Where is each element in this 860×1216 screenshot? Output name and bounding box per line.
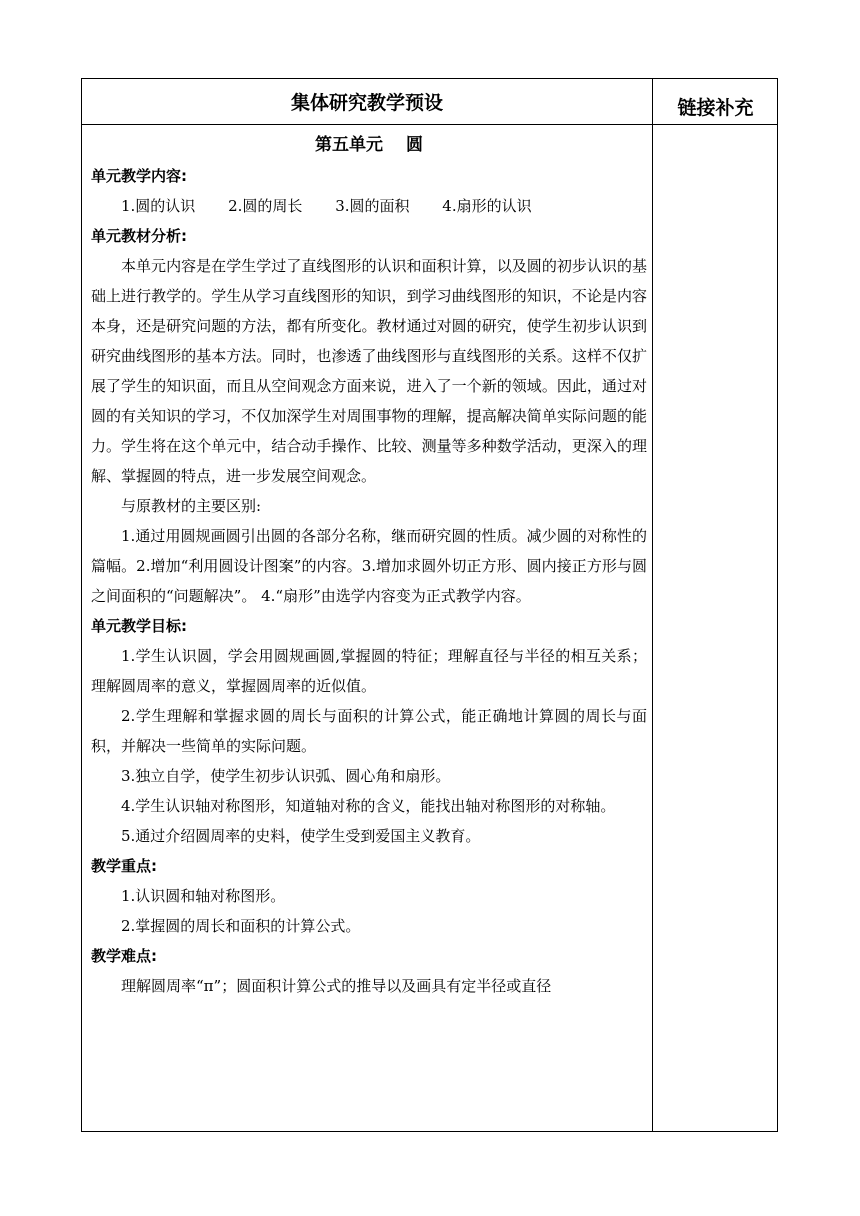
key-points-heading: 教学重点: [91, 857, 157, 875]
difficulty-paragraph: 理解圆周率“π”；圆面积计算公式的推导以及画具有定半径或直径 [121, 977, 552, 995]
goal-item: 5.通过介绍圆周率的史料，使学生受到爱国主义教育。 [121, 827, 481, 845]
column-divider [652, 79, 653, 1131]
goal-item: 4.学生认识轴对称图形，知道轴对称的含义，能找出轴对称图形的对称轴。 [121, 797, 616, 815]
content-item: 1.圆的认识 [121, 197, 196, 215]
key-point-item: 2.掌握圆的周长和面积的计算公式。 [121, 917, 361, 935]
content-item: 2.圆的周长 [228, 197, 303, 215]
lesson-plan-table [81, 78, 778, 1132]
goal-item: 2.学生理解和掌握求圆的周长与面积的计算公式，能正确地计算圆的周长与面积，并解决一些简单的实际问题。 [91, 707, 647, 755]
content-item: 4.扇形的认识 [442, 197, 532, 215]
goals-heading: 单元教学目标: [91, 617, 187, 635]
header-collective-preset: 集体研究教学预设 [290, 92, 443, 114]
unit-content-items [91, 191, 647, 221]
main-content [91, 129, 647, 1001]
content-item: 3.圆的面积 [335, 197, 410, 215]
header-link-supplement: 链接补充 [677, 97, 754, 119]
key-point-item: 1.认识圆和轴对称图形。 [121, 887, 286, 905]
goal-item: 1.学生认识圆，学会用圆规画圆,掌握圆的特征；理解直径与半径的相互关系；理解圆周率的意义，掌握圆周率的近似值。 [91, 647, 647, 695]
unit-title: 第五单元 圆 [315, 135, 423, 155]
difficulty-heading: 教学难点: [91, 947, 157, 965]
goal-item: 3.独立自学，使学生初步认识弧、圆心角和扇形。 [121, 767, 451, 785]
analysis-paragraph: 本单元内容是在学生学过了直线图形的认识和面积计算，以及圆的初步认识的基础上进行教学的。学生从学习直线图形的知识，到学习曲线图形的知识，不论是内容本身，还是研究问题的方法，都有所变化。教材通过对圆的研究，使学生初步认识到研究曲线图形的基本方法。同时，也渗透了曲线图形与直线图形的关系。这样不仅扩展了学生的知识面，而且从空间观念方面来说，进入了一个新的领域。因此，通过对圆的有关知识的学习，不仅加深学生对周围事物的理解，提高解决简单实际问题的能力。学生将在这个单元中，结合动手操作、比较、测量等多种数学活动，更深入的理解、掌握圆的特点，进一步发展空间观念。 [91, 257, 647, 485]
unit-content-heading: 单元教学内容: [91, 167, 187, 185]
analysis-heading: 单元教材分析: [91, 227, 187, 245]
diff-heading: 与原教材的主要区别: [121, 497, 262, 515]
diff-paragraph: 1.通过用圆规画圆引出圆的各部分名称，继而研究圆的性质。减少圆的对称性的篇幅。2.增加“利用圆设计图案”的内容。3.增加求圆外切正方形、圆内接正方形与圆之间面积的“问题解决”。 4.“扇形”由选学内容变为正式教学内容。 [91, 527, 647, 605]
